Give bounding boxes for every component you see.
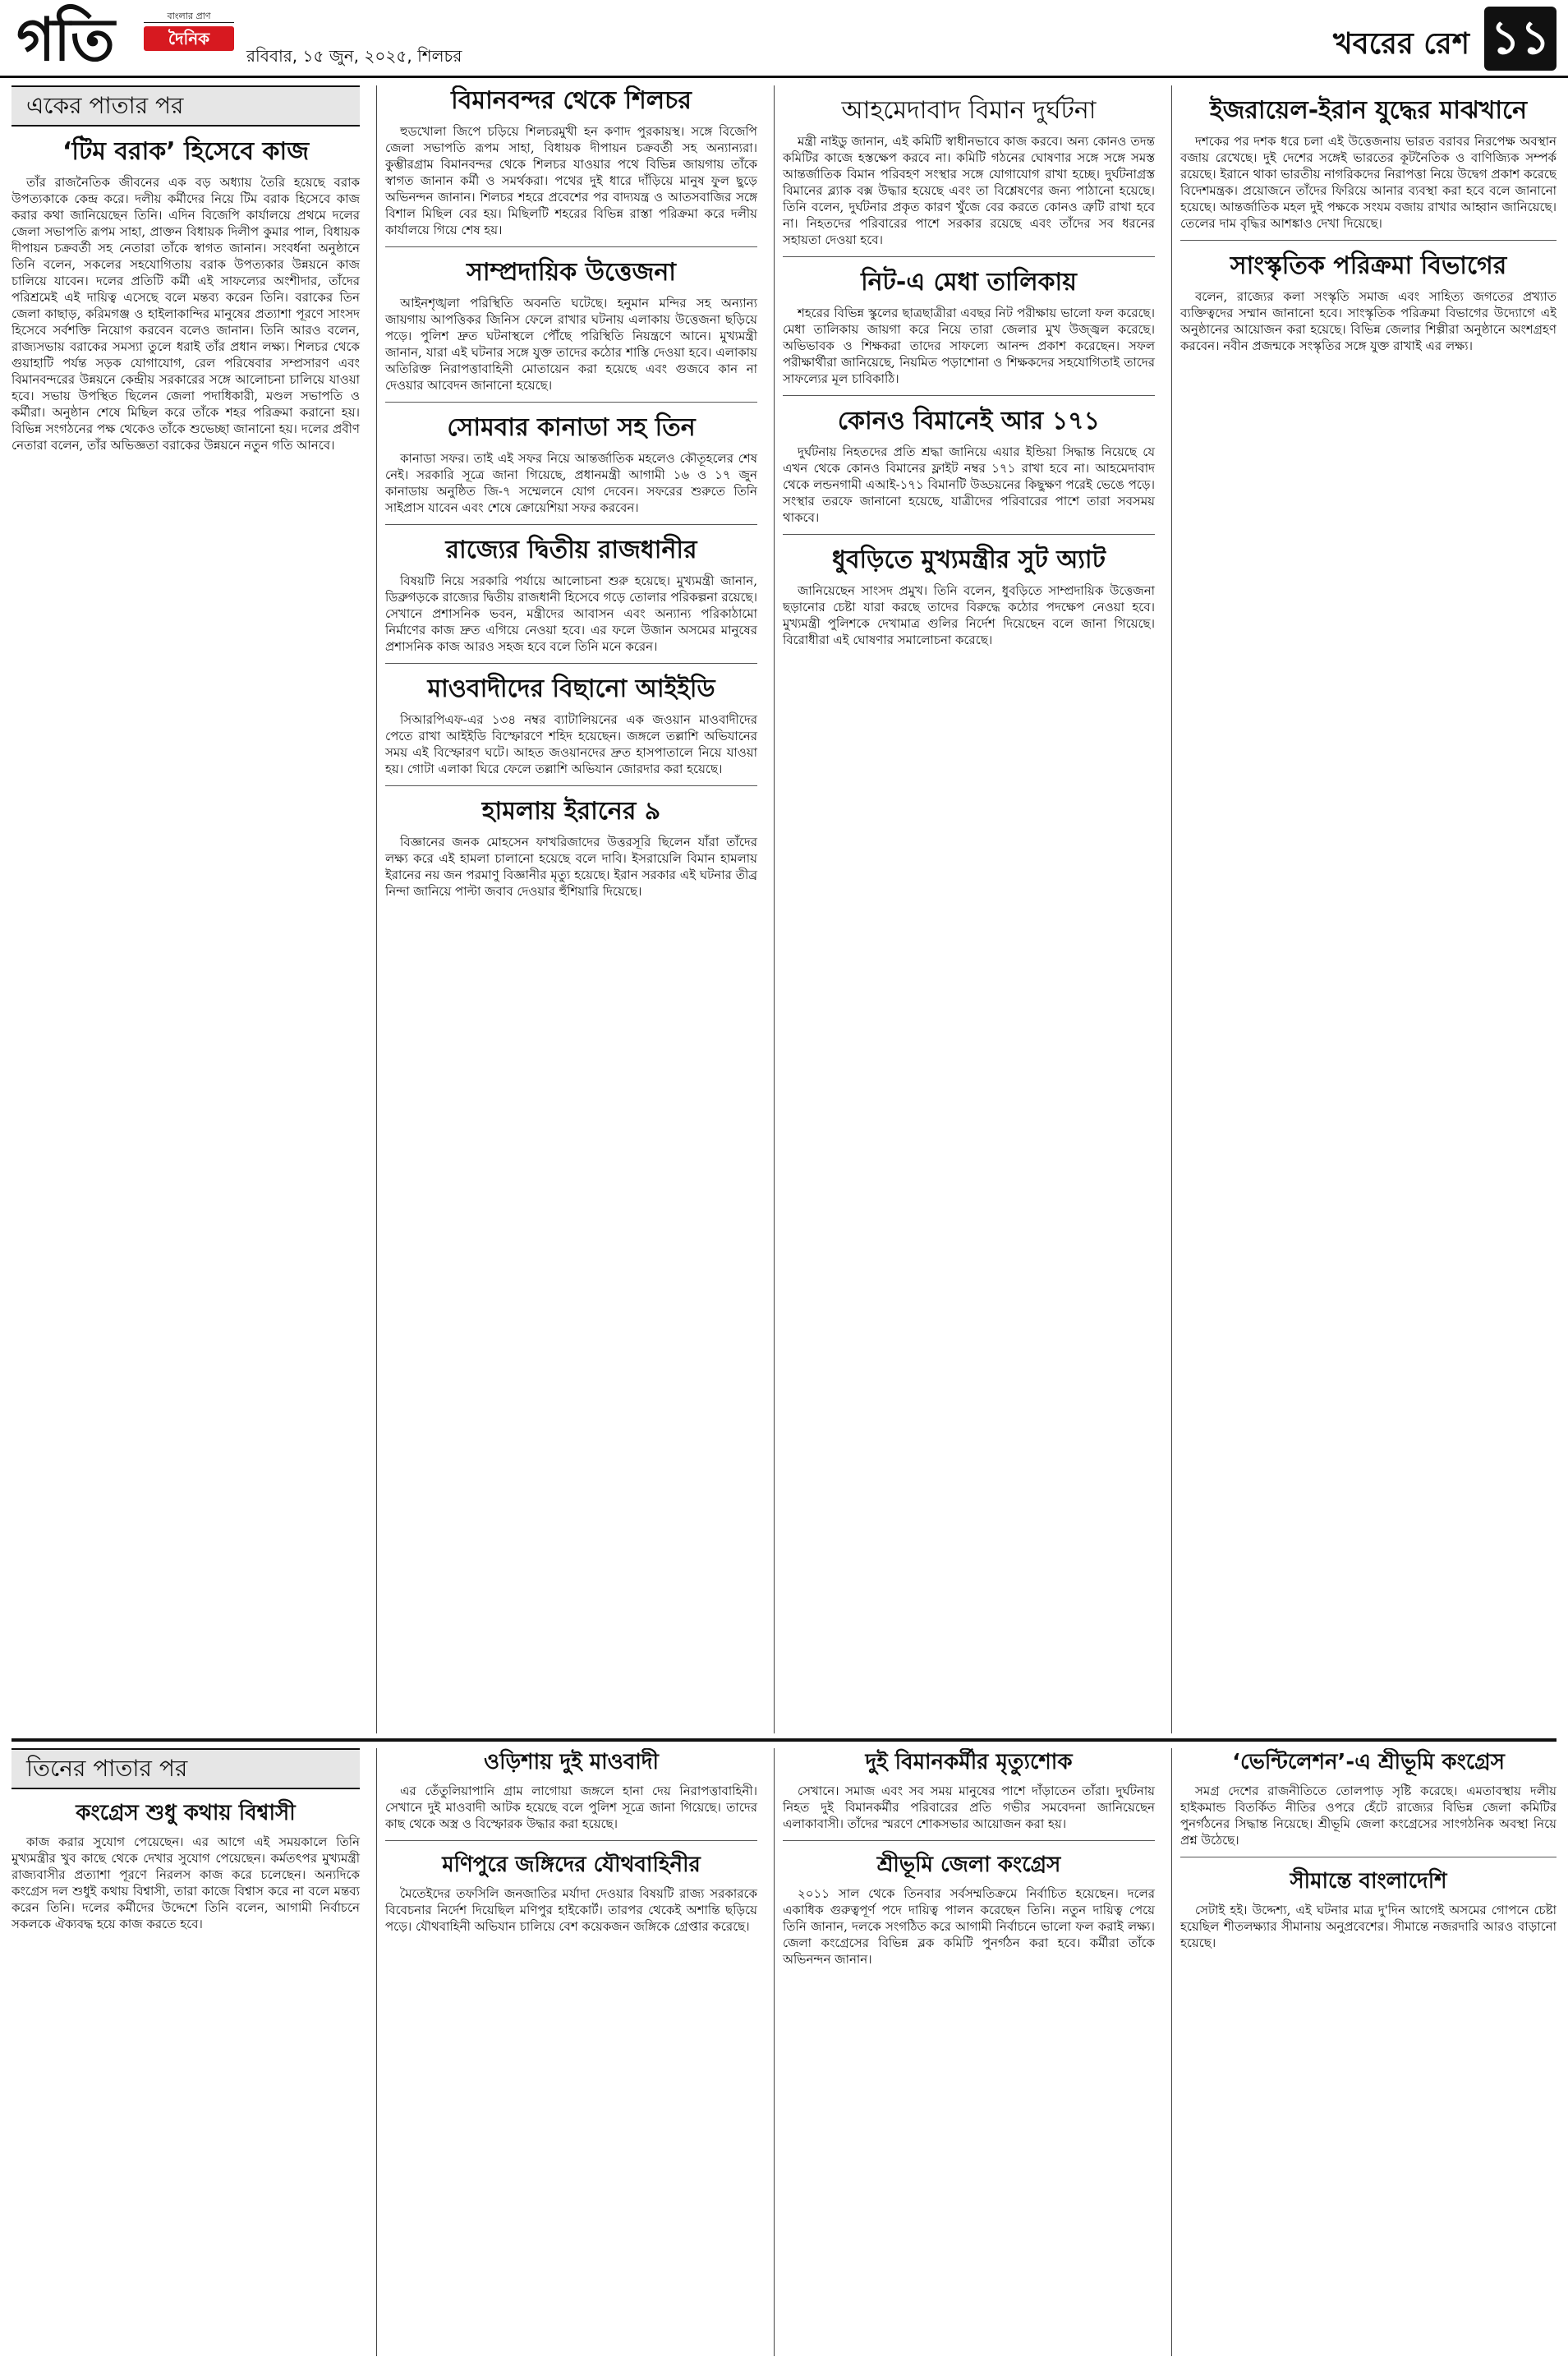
article-divider xyxy=(783,395,1155,396)
article-headline: নিট-এ মেধা তালিকায় xyxy=(861,268,1077,297)
article-body: বলেন, রাজ্যের কলা সংস্কৃতি সমাজ এবং সাহিত্য জগতের প্রখ্যাত ব্যক্তিত্বদের সম্মান জানানো হবে। সাংস্কৃতিক পরিক্রমা বিভাগের উদ্যোগে এই অনুষ্ঠানের আয়োজন করা হয়েছে। বিভিন্ন জেলার শিল্পীরা অনুষ্ঠানে অংশগ্রহণ করবেন। নবীন প্রজন্মকে সংস্কৃতির সঙ্গে যুক্ত রাখাই এর লক্ষ্য। xyxy=(1180,289,1557,353)
article-body: জানিয়েছেন সাংসদ প্রমুখ। তিনি বলেন, ধুবড়িতে সাম্প্রদায়িক উত্তেজনা ছড়ানোর চেষ্টা যারা করছে তাদের বিরুদ্ধে কঠোর পদক্ষেপ নেওয়া হবে। মুখ্যমন্ত্রী পুলিশকে দেখামাত্র গুলির নির্দেশ দিয়েছেন বলে জানা গিয়েছে। বিরোধীরা এই ঘোষণার সমালোচনা করেছে। xyxy=(783,583,1155,647)
article xyxy=(385,257,757,394)
article-headline: বিমানবন্দর থেকে শিলচর xyxy=(451,86,692,115)
article xyxy=(385,1748,757,1832)
article-headline: ওড়িশায় দুই মাওবাদী xyxy=(484,1750,659,1774)
article xyxy=(1180,1748,1557,1848)
article-body: ২০১১ সাল থেকে তিনবার সর্বসম্মতিক্রমে নির্বাচিত হয়েছেন। দলের একাধিক গুরুত্বপূর্ণ পদে দায়িত্ব পালন করেছেন তিনি। নতুন দায়িত্ব পেয়ে তিনি জানান, দলকে সংগঠিত করে আগামী নির্বাচনে ভালো ফল করাই লক্ষ্য। জেলা কংগ্রেসের বিভিন্ন ব্লক কমিটি পুনর্গঠন করা হবে। কর্মীরা তাঁকে অভিনন্দন জানান। xyxy=(783,1886,1155,1967)
column-2 xyxy=(376,1748,766,2356)
section-divider xyxy=(11,1738,1557,1742)
article-headline: সীমান্তে বাংলাদেশি xyxy=(1290,1869,1447,1894)
brand-tagline: বাংলার প্রাণ xyxy=(144,10,234,23)
article xyxy=(385,412,757,516)
article xyxy=(385,535,757,655)
brand-badge xyxy=(144,10,234,51)
article xyxy=(783,267,1155,387)
article-body: হুডখোলা জিপে চড়িয়ে শিলচরমুখী হন কণাদ পুরকায়স্থ। সঙ্গে বিজেপি জেলা সভাপতি রূপম সাহা, বিধায়ক দীপায়ন চক্রবর্তী সহ অন্যান্যরা। কুম্ভীরগ্রাম বিমানবন্দর থেকে শিলচর যাওয়ার পথে বিভিন্ন জায়গায় তাঁকে স্বাগত জানান কর্মী ও সমর্থকরা। পথের দুই ধারে দাঁড়িয়ে মানুষ ফুল ছুড়ে অভিনন্দন জানান। শিলচর শহরে প্রবেশের পর বাদ্যযন্ত্র ও আতসবাজির সঙ্গে বিশাল মিছিল বের হয়। মিছিলটি শহরের বিভিন্ন রাস্তা পরিক্রমা করে দলীয় কার্যালয়ে গিয়ে শেষ হয়। xyxy=(385,124,757,237)
article-headline: সাম্প্রদায়িক উত্তেজনা xyxy=(467,258,676,287)
article-divider xyxy=(783,256,1155,257)
section-name: খবরের রেশ xyxy=(1333,27,1469,61)
article-body: কাজ করার সুযোগ পেয়েছেন। এর আগে এই সময়কালে তিনি মুখ্যমন্ত্রীর খুব কাছে থেকে দেখার সুযোগ পেয়েছেন। কর্মতৎপর মুখ্যমন্ত্রী রাজ্যবাসীর প্রত্যাশা পূরণে নিরলস কাজ করে চলেছেন। অন্যদিকে কংগ্রেস দল শুধুই কথায় বিশ্বাসী, তারা কাজে বিশ্বাস করে না বলে মন্তব্য করেন তিনি। দলের কর্মীদের উদ্দেশে তিনি বলেন, আগামী নির্বাচনে সকলকে ঐক্যবদ্ধ হয়ে কাজ করতে হবে। xyxy=(11,1834,360,1931)
article-body: বিষয়টি নিয়ে সরকারি পর্যায়ে আলোচনা শুরু হয়েছে। মুখ্যমন্ত্রী জানান, ডিব্রুগড়কে রাজ্যের দ্বিতীয় রাজধানী হিসেবে গড়ে তোলার পরিকল্পনা রয়েছে। সেখানে প্রশাসনিক ভবন, মন্ত্রীদের আবাসন এবং অন্যান্য পরিকাঠামো নির্মাণের কাজ দ্রুত এগিয়ে নেওয়া হবে। এর ফলে উজান অসমের মানুষের প্রশাসনিক কাজ আরও সহজ হবে বলে তিনি মনে করেন। xyxy=(385,573,757,654)
column-2 xyxy=(376,85,766,1733)
article xyxy=(385,85,757,238)
article-body: মৈতেইদের তফসিলি জনজাতির মর্যাদা দেওয়ার বিষয়টি রাজ্য সরকারকে বিবেচনার নির্দেশ দিয়েছিল মণিপুর হাইকোর্ট। তারপর থেকেই অশান্তি ছড়িয়ে পড়ে। যৌথবাহিনী অভিযান চালিয়ে বেশ কয়েকজন জঙ্গিকে গ্রেপ্তার করেছে। xyxy=(385,1886,757,1934)
article-divider xyxy=(385,246,757,247)
article xyxy=(783,406,1155,526)
article xyxy=(783,1851,1155,1968)
article xyxy=(385,796,757,900)
article-divider xyxy=(385,663,757,664)
dateline: রবিবার, ১৫ জুন, ২০২৫, শিলচর xyxy=(246,46,462,66)
article-body: দুর্ঘটনায় নিহতদের প্রতি শ্রদ্ধা জানিয়ে এয়ার ইন্ডিয়া সিদ্ধান্ত নিয়েছে যে এখন থেকে কোনও বিমানের ফ্লাইট নম্বর ১৭১ রাখা হবে না। আহমেদাবাদ থেকে লন্ডনগামী এআই-১৭১ বিমানটি উড্ডয়নের কিছুক্ষণ পরেই ভেঙে পড়ে। সংস্থার তরফে জানানো হয়েছে, যাত্রীদের পরিবারের পাশে তারা সবসময় থাকবে। xyxy=(783,444,1155,525)
article-body: বিজ্ঞানের জনক মোহসেন ফাখরিজাদের উত্তরসূরি ছিলেন যাঁরা তাঁদের লক্ষ্য করে এই হামলা চালানো হয়েছে বলে দাবি। ইসরায়েলি বিমান হামলায় ইরানের নয় জন পরমাণু বিজ্ঞানীর মৃত্যু হয়েছে। ইরান সরকার এই ঘটনার তীব্র নিন্দা জানিয়ে পাল্টা জবাব দেওয়ার হুঁশিয়ারি দিয়েছে। xyxy=(385,835,757,899)
article-body: সমগ্র দেশের রাজনীতিতে তোলপাড় সৃষ্টি করেছে। এমতাবস্থায় দলীয় হাইকমান্ড বিতর্কিত নীতির ওপরে হেঁটে রাজ্যের বিভিন্ন জেলা কমিটির পুনর্গঠনের সিদ্ধান্ত নিয়েছে। শ্রীভূমি জেলা কংগ্রেসের সাংগঠনিক অবস্থা নিয়ে প্রশ্ন উঠেছে। xyxy=(1180,1784,1557,1848)
article-headline: মাওবাদীদের বিছানো আইইডি xyxy=(427,674,715,703)
article xyxy=(783,545,1155,648)
article-divider xyxy=(385,402,757,403)
article-headline: সাংস্কৃতিক পরিক্রমা বিভাগের xyxy=(1230,251,1507,280)
article-headline: সোমবার কানাডা সহ তিন xyxy=(447,413,696,442)
article-divider xyxy=(385,524,757,525)
article-headline: দুই বিমানকর্মীর মৃত্যুশোক xyxy=(865,1750,1073,1774)
article xyxy=(1180,251,1557,354)
article-body: মন্ত্রী নাইডু জানান, এই কমিটি স্বাধীনভাবে কাজ করবে। অন্য কোনও তদন্ত কমিটির কাজে হস্তক্ষেপ করবে না। কমিটি গঠনের ঘোষণার সঙ্গে সঙ্গে সমস্ত আন্তর্জাতিক বিমান পরিবহণ সংস্থার সঙ্গে যোগাযোগ রাখা হচ্ছে। দুর্ঘটনাগ্রস্ত বিমানের ব্ল্যাক বক্স উদ্ধার হয়েছে এবং তা বিশ্লেষণের জন্য পাঠানো হয়েছে। তিনি বলেন, দুর্ঘটনার প্রকৃত কারণ খুঁজে বের করতে কোনও ত্রুটি রাখা হবে না। নিহতদের পরিবারের পাশে সরকার রয়েছে এবং তাঁদের সব ধরনের সহায়তা দেওয়া হবে। xyxy=(783,134,1155,247)
article-divider xyxy=(385,785,757,786)
article-headline: ইজরায়েল-ইরান যুদ্ধের মাঝখানে xyxy=(1209,96,1528,125)
article-body: তাঁর রাজনৈতিক জীবনের এক বড় অধ্যায় তৈরি হয়েছে বরাক উপত্যকাকে কেন্দ্র করে। দলীয় কর্মীদের নিয়ে টিম বরাক হিসেবে কাজ করার কথা জানিয়েছেন তিনি। এদিন বিজেপি কার্যালয়ে প্রথমে দলের জেলা সভাপতি রূপম সাহা, প্রাক্তন বিধায়ক দিলীপ কুমার পাল, বিধায়ক দীপায়ন চক্রবর্তী সহ নেতারা তাঁকে স্বাগত জানান। সংবর্ধনা অনুষ্ঠানে তিনি বলেন, সকলের সহযোগিতায় বরাক উপত্যকার উন্নয়নে কাজ চালিয়ে যাবেন। দলের প্রতিটি কর্মী এই সাফল্যের অংশীদার, তাঁদের পরিশ্রমেই এই দায়িত্ব এসেছে বলে মন্তব্য করেন তিনি। বরাকের তিন জেলা কাছাড়, করিমগঞ্জ ও হাইলাকান্দির মানুষের প্রত্যাশা পূরণে সাংসদ হিসেবে সর্বশক্তি নিয়োগ করবেন বলেও জানান। তিনি আরও বলেন, রাজ্যসভায় বরাকের সমস্যা তুলে ধরাই তাঁর প্রধান লক্ষ্য। শিলচর থেকে গুয়াহাটি পর্যন্ত সড়ক যোগাযোগ, রেল পরিষেবার সম্প্রসারণ এবং বিমানবন্দরের উন্নয়নে কেন্দ্রীয় সরকারের সঙ্গে আলোচনা চালিয়ে যাওয়া হবে। সভায় উপস্থিত ছিলেন জেলা পদাধিকারী, মণ্ডল সভাপতি ও কর্মীরা। অনুষ্ঠান শেষে মিছিল করে তাঁকে শহর পরিক্রমা করানো হয়। বিভিন্ন সংগঠনের পক্ষ থেকেও তাঁকে শুভেচ্ছা জানানো হয়। দলের প্রবীণ নেতারা বলেন, তাঁর অভিজ্ঞতা বরাকের উন্নয়নে নতুন গতি আনবে। xyxy=(11,175,360,453)
column-3 xyxy=(774,1748,1163,2356)
article xyxy=(783,1748,1155,1832)
article-headline: ‘ভেন্টিলেশন’-এ শ্রীভূমি কংগ্রেস xyxy=(1232,1750,1505,1774)
article-body: দশকের পর দশক ধরে চলা এই উত্তেজনায় ভারত বরাবর নিরপেক্ষ অবস্থান বজায় রেখেছে। দুই দেশের সঙ্গেই ভারতের কূটনৈতিক ও বাণিজ্যিক সম্পর্ক রয়েছে। ইরানে থাকা ভারতীয় নাগরিকদের নিরাপত্তা নিয়ে উদ্বেগ প্রকাশ করেছে বিদেশমন্ত্রক। প্রয়োজনে তাঁদের ফিরিয়ে আনার ব্যবস্থা করা হবে বলে জানানো হয়েছে। আন্তর্জাতিক মহল দুই পক্ষকে সংযম বজায় রাখার আহ্বান জানিয়েছে। তেলের দাম বৃদ্ধির আশঙ্কাও দেখা দিয়েছে। xyxy=(1180,134,1557,231)
column-4 xyxy=(1171,1748,1557,2356)
article-headline: রাজ্যের দ্বিতীয় রাজধানীর xyxy=(445,536,697,564)
article-divider xyxy=(783,1840,1155,1841)
article xyxy=(11,136,360,453)
article-divider xyxy=(783,534,1155,535)
article-headline: আহমেদাবাদ বিমান দুর্ঘটনা xyxy=(841,96,1097,125)
section-kicker: তিনের পাতার পর xyxy=(11,1748,360,1789)
article xyxy=(1180,1867,1557,1951)
column-4 xyxy=(1171,85,1557,1733)
column-3 xyxy=(774,85,1163,1733)
article-body: আইনশৃঙ্খলা পরিস্থিতি অবনতি ঘটেছে। হনুমান মন্দির সহ অন্যান্য জায়গায় আপত্তিকর জিনিস ফেলে রাখার ঘটনায় এলাকায় উত্তেজনা ছড়িয়ে পড়ে। পুলিশ দ্রুত ঘটনাস্থলে পৌঁছে পরিস্থিতি নিয়ন্ত্রণে আনে। মুখ্যমন্ত্রী জানান, যারা এই ঘটনার সঙ্গে যুক্ত তাদের কঠোর শাস্তি দেওয়া হবে। এলাকায় অতিরিক্ত নিরাপত্তাবাহিনী মোতায়েন করা হয়েছে এবং গুজবে কান না দেওয়ার আবেদন জানানো হয়েছে। xyxy=(385,296,757,393)
article xyxy=(783,95,1155,248)
article-divider xyxy=(1180,240,1557,241)
article-headline: মণিপুরে জঙ্গিদের যৌথবাহিনীর xyxy=(442,1853,701,1877)
article-body: সেটাই হই। উদ্দেশ্য, এই ঘটনার মাত্র দু'দিন আগেই অসমের গোপনে চেষ্টা হয়েছিল শীতলক্ষ্যার সীমানায় অনুপ্রবেশের। সীমান্তে নজরদারি আরও বাড়ানো হয়েছে। xyxy=(1180,1903,1557,1950)
article-headline: কোনও বিমানেই আর ১৭১ xyxy=(837,407,1101,435)
masthead xyxy=(0,0,1568,78)
article-headline: কংগ্রেস শুধু কথায় বিশ্বাসী xyxy=(76,1801,296,1825)
article-divider xyxy=(385,1840,757,1841)
article-body: শহরের বিভিন্ন স্কুলের ছাত্রছাত্রীরা এবছর নিট পরীক্ষায় ভালো ফল করেছে। মেধা তালিকায় জায়গা করে নিয়ে তারা জেলার মুখ উজ্জ্বল করেছে। অভিভাবক ও শিক্ষকরা তাদের সাফল্যে আনন্দ প্রকাশ করেছেন। সফল পরীক্ষার্থীরা জানিয়েছে, নিয়মিত পড়াশোনা ও শিক্ষকদের সহযোগিতাই তাদের সাফল্যের মূল চাবিকাঠি। xyxy=(783,306,1155,386)
article-body: এর তেঁতুলিয়াপানি গ্রাম লাগোয়া জঙ্গলে হানা দেয় নিরাপত্তাবাহিনী। সেখানে দুই মাওবাদী আটক হয়েছে বলে পুলিশ সূত্রে জানা গিয়েছে। তাদের কাছ থেকে অস্ত্র ও বিস্ফোরক উদ্ধার করা হয়েছে। xyxy=(385,1784,757,1831)
column-1 xyxy=(11,85,368,1733)
brand-name: দৈনিক xyxy=(144,26,234,51)
newspaper-logo: গতি xyxy=(16,5,113,74)
article xyxy=(11,1799,360,1932)
article-body: সেখানে। সমাজ এবং সব সময় মানুষের পাশে দাঁড়াতেন তাঁরা। দুর্ঘটনায় নিহত দুই বিমানকর্মীর পরিবারের প্রতি গভীর সমবেদনা জানিয়েছেন এলাকাবাসী। তাঁদের স্মরণে শোকসভার আয়োজন করা হয়। xyxy=(783,1784,1155,1831)
article-headline: ‘টিম বরাক’ হিসেবে কাজ xyxy=(62,137,310,166)
top-section xyxy=(11,85,1557,1733)
article-body: সিআরপিএফ-এর ১৩৪ নম্বর ব্যাটালিয়নের এক জওয়ান মাওবাদীদের পেতে রাখা আইইডি বিস্ফোরণে শহিদ হয়েছেন। জঙ্গলে তল্লাশি অভিযানের সময় এই বিস্ফোরণ ঘটে। আহত জওয়ানদের দ্রুত হাসপাতালে নিয়ে যাওয়া হয়। গোটা এলাকা ঘিরে ফেলে তল্লাশি অভিযান জোরদার করা হয়েছে। xyxy=(385,712,757,776)
article xyxy=(1180,95,1557,232)
article-body: কানাডা সফর। তাই এই সফর নিয়ে আন্তর্জাতিক মহলেও কৌতূহলের শেষ নেই। সরকারি সূত্রে জানা গিয়েছে, প্রধানমন্ত্রী আগামী ১৬ ও ১৭ জুন কানাডায় অনুষ্ঠিত জি-৭ সম্মেলনে যোগ দেবেন। সফরের শুরুতে তিনি সাইপ্রাস যাবেন এবং শেষে ক্রোয়েশিয়া সফর করবেন। xyxy=(385,451,757,515)
article xyxy=(385,674,757,777)
article-headline: শ্রীভূমি জেলা কংগ্রেস xyxy=(876,1853,1061,1877)
column-1 xyxy=(11,1748,368,2356)
article xyxy=(385,1851,757,1935)
article-headline: হামলায় ইরানের ৯ xyxy=(481,797,661,826)
bottom-section xyxy=(11,1748,1557,2356)
section-kicker: একের পাতার পর xyxy=(11,85,360,127)
article-headline: ধুবড়িতে মুখ্যমন্ত্রীর সুট অ্যাট xyxy=(832,545,1106,574)
page-number-badge: ১১ xyxy=(1484,7,1557,71)
